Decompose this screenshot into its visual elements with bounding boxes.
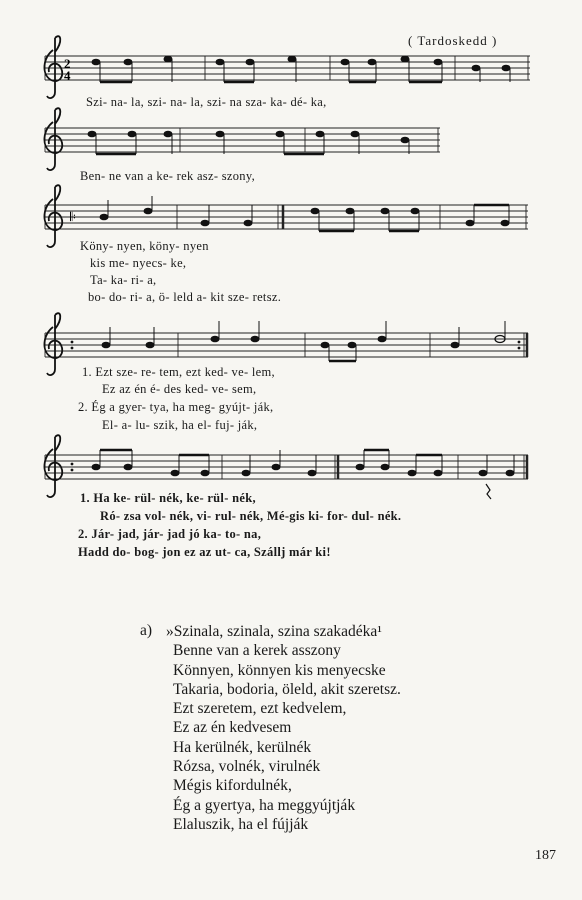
lyrics-line: kis me- nyecs- ke, <box>90 256 187 270</box>
poem-text <box>145 622 401 834</box>
poem-line: »Szinala, szinala, szina szakadéka¹ <box>166 623 382 640</box>
staff-system-5 <box>44 435 528 499</box>
svg-text:𝄆: 𝄆 <box>70 210 76 224</box>
treble-clef-icon <box>44 313 62 375</box>
lyrics-line: Ben- ne van a ke- rek asz- szony, <box>80 169 255 183</box>
svg-text:4: 4 <box>64 68 71 83</box>
poem-line: Benne van a kerek asszony <box>173 642 341 660</box>
lyrics-line: 2. Jár- jad, jár- jad jó ka- to- na, <box>78 527 262 541</box>
treble-clef-icon <box>44 185 62 247</box>
poem-line: Ez az én kedvesem <box>173 719 292 737</box>
staff-system-2 <box>44 108 440 170</box>
lyrics-line: Ta- ka- ri- a, <box>90 273 157 287</box>
poem-line: Elaluszik, ha el fújják <box>173 815 309 833</box>
poem-line: Ég a gyertya, ha meggyújtják <box>173 796 356 814</box>
treble-clef-icon <box>44 435 62 497</box>
lyrics-line: bo- do- ri- a, ö- leld a- kit sze- retsz. <box>88 290 282 304</box>
page-number: 187 <box>535 848 556 863</box>
treble-clef-icon <box>44 36 62 98</box>
lyrics-line: Ró- zsa vol- nék, vi- rul- nék, Mé-gis ki- for- dul- nék. <box>100 509 402 523</box>
source-location: ( Tardoskedd ) <box>408 33 498 48</box>
lyrics-line: 1. Ezt sze- re- tem, ezt ked- ve- lem, <box>82 365 275 379</box>
lyrics-line: Szi- na- la, szi- na- la, szi- na sza- ka- dé- ka, <box>86 95 327 109</box>
lyrics-line: 2. Ég a gyer- tya, ha meg- gyújt- ják, <box>78 400 274 414</box>
staff-system-3 <box>44 185 528 247</box>
poem-line: Rózsa, volnék, virulnék <box>173 758 321 776</box>
poem-line: Mégis kifordulnék, <box>173 777 292 795</box>
lyrics-line: Ez az én é- des ked- ve- sem, <box>102 382 257 396</box>
poem-line: Ezt szeretem, ezt kedvelem, <box>173 700 347 718</box>
svg-text:2: 2 <box>64 56 71 71</box>
poem-line: Takaria, bodoria, öleld, akit szeretsz. <box>173 680 401 698</box>
poem-label: a) <box>140 622 153 639</box>
lyrics-line: 1. Ha ke- rül- nék, ke- rül- nék, <box>80 491 256 505</box>
lyrics-line: Hadd do- bog- jon ez az ut- ca, Szállj már ki! <box>78 545 331 559</box>
poem-line: Ha kerülnék, kerülnék <box>173 738 312 756</box>
lyrics-line: El- a- lu- szik, ha el- fuj- ják, <box>102 418 258 432</box>
poem-line: Könnyen, könnyen kis menyecske <box>173 661 386 679</box>
treble-clef-icon <box>44 108 62 170</box>
lyrics-line: Köny- nyen, köny- nyen <box>80 239 209 253</box>
